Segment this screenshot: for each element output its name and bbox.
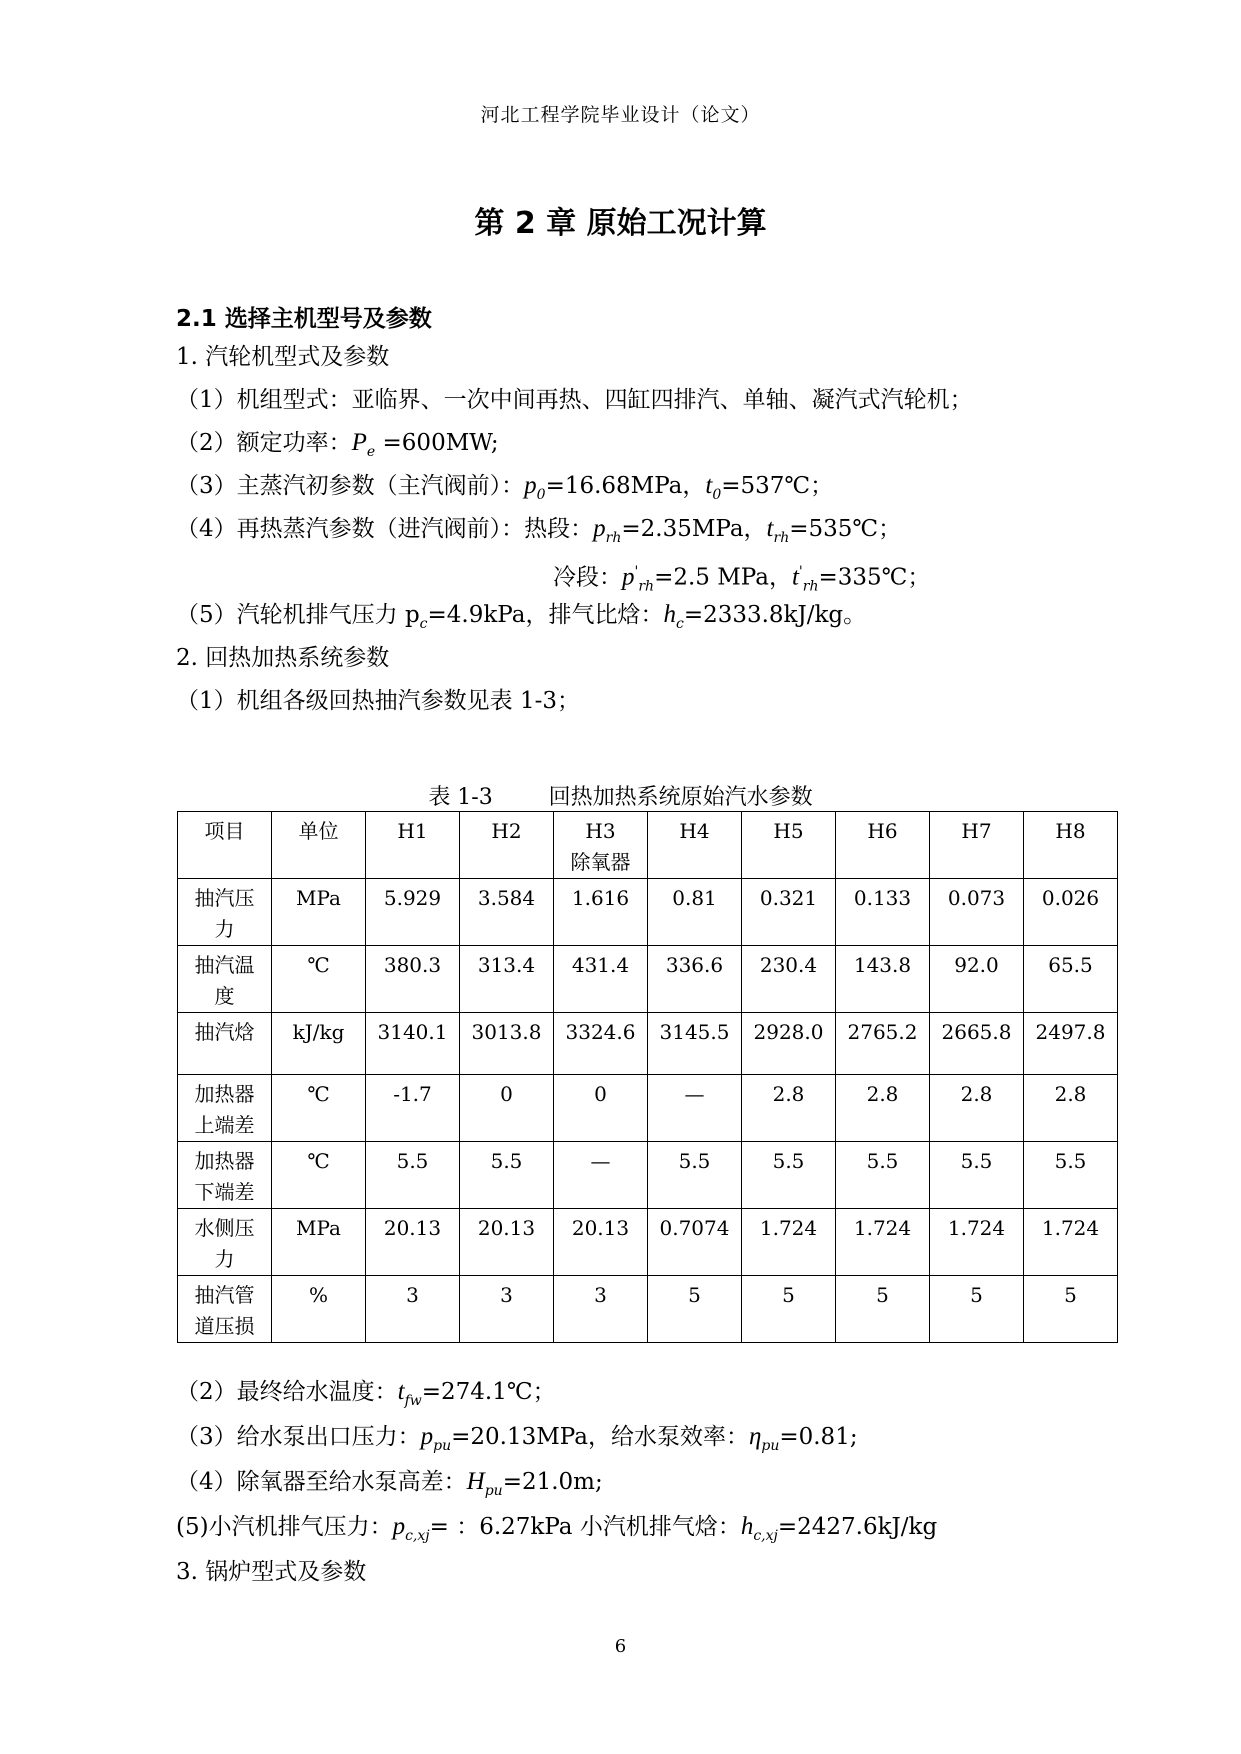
temperature-symbol: t	[705, 472, 713, 499]
table-row	[178, 1075, 1118, 1142]
value-cell: 3	[460, 1276, 554, 1343]
value-cell: 65.5	[1024, 946, 1118, 1013]
value-cell: 5	[742, 1276, 836, 1343]
row-label-cell	[178, 1276, 272, 1343]
parameters-table	[177, 811, 1118, 1343]
value-cell: 5.5	[836, 1142, 930, 1209]
row-unit-cell: MPa	[272, 1209, 366, 1276]
pressure-subscript: rh	[638, 578, 655, 595]
value-cell: —	[648, 1075, 742, 1142]
value-cell: 0.81	[648, 879, 742, 946]
row-label-line: 抽汽温	[194, 953, 255, 977]
value-cell: 2.8	[930, 1075, 1024, 1142]
row-label-cell	[178, 879, 272, 946]
table-row	[178, 879, 1118, 946]
value-cell: 20.13	[366, 1209, 460, 1276]
pressure-subscript: 0	[536, 487, 546, 503]
pressure-symbol: p	[593, 515, 606, 542]
page-number: 6	[614, 1636, 627, 1657]
turbine-item-1: （1）机组型式：亚临界、一次中间再热、四缸四排汽、单轴、凝汽式汽轮机；	[176, 387, 973, 413]
enthalpy-subscript: c,xj	[753, 1528, 778, 1544]
value-cell: 0.073	[930, 879, 1024, 946]
value-cell: 1.724	[1024, 1209, 1118, 1276]
item-text: （2）额定功率：	[176, 430, 352, 456]
height-subscript: pu	[484, 1483, 503, 1499]
row-label-line: 水侧压	[194, 1216, 255, 1240]
boiler-heading: 3. 锅炉型式及参数	[176, 1559, 367, 1585]
enthalpy-symbol: h	[663, 601, 676, 628]
item-text: （3）给水泵出口压力：	[176, 1424, 421, 1450]
row-label-line: 度	[214, 984, 235, 1008]
item-text: （5）汽轮机排气压力 p	[176, 602, 420, 628]
table-row	[178, 1142, 1118, 1209]
row-unit-cell: MPa	[272, 879, 366, 946]
temperature-value: =537℃；	[721, 473, 834, 499]
item-text: (5)小汽机排气压力：	[176, 1514, 393, 1540]
item-text: （3）主蒸汽初参数（主汽阀前）：	[176, 473, 525, 499]
value-cell: 3140.1	[366, 1013, 460, 1075]
value-cell: 2.8	[742, 1075, 836, 1142]
efficiency-value: =0.81;	[779, 1424, 858, 1450]
value-cell: -1.7	[366, 1075, 460, 1142]
value-cell: 0.321	[742, 879, 836, 946]
turbine-item-3	[176, 471, 833, 510]
value-cell: 3145.5	[648, 1013, 742, 1075]
power-symbol: P	[351, 429, 367, 456]
row-label-cell	[178, 1209, 272, 1276]
value-cell: 143.8	[836, 946, 930, 1013]
temperature-subscript: rh	[802, 578, 819, 595]
efficiency-symbol: η	[748, 1423, 762, 1450]
temperature-subscript: fw	[404, 1393, 422, 1409]
prime-mark: '	[798, 564, 803, 580]
header-col-label: H4	[679, 819, 710, 843]
value-cell: 5.5	[460, 1142, 554, 1209]
value-cell: 5.5	[648, 1142, 742, 1209]
header-unit-cell: 单位	[272, 812, 366, 879]
temperature-subscript: rh	[773, 530, 790, 546]
enthalpy-subscript: c	[675, 616, 684, 632]
enthalpy-value: =2333.8kJ/kg。	[683, 602, 867, 628]
value-cell: 1.724	[930, 1209, 1024, 1276]
item-text: （4）再热蒸汽参数（进汽阀前）：热段：	[176, 516, 594, 542]
header-col-label: H2	[491, 819, 522, 843]
pressure-value: =2.35MPa，	[621, 516, 767, 542]
item-text: 冷段：	[553, 564, 622, 591]
item-text: （4）除氧器至给水泵高差：	[176, 1469, 467, 1495]
row-unit-cell: kJ/kg	[272, 1013, 366, 1075]
chapter-title: 第 2 章 原始工况计算	[474, 206, 767, 241]
regen-item-3	[176, 1422, 858, 1461]
temperature-value: =335℃；	[818, 564, 931, 591]
pressure-subscript: rh	[605, 530, 622, 546]
row-label-line: 抽汽压	[194, 886, 255, 910]
value-cell: 2.8	[1024, 1075, 1118, 1142]
value-cell: 5	[836, 1276, 930, 1343]
value-cell: —	[554, 1142, 648, 1209]
row-label-line: 下端差	[194, 1180, 255, 1204]
header-col-label: H5	[773, 819, 804, 843]
value-cell: 431.4	[554, 946, 648, 1013]
value-cell: 336.6	[648, 946, 742, 1013]
regen-item-4	[176, 1467, 603, 1506]
height-symbol: H	[466, 1468, 485, 1495]
value-cell: 5.5	[930, 1142, 1024, 1209]
value-cell: 1.724	[836, 1209, 930, 1276]
value-cell: 0	[554, 1075, 648, 1142]
header-item-cell: 项目	[178, 812, 272, 879]
row-label-line: 上端差	[194, 1113, 255, 1137]
header-col-label: H3	[585, 819, 616, 843]
item-text: =20.13MPa，给水泵效率：	[451, 1424, 749, 1450]
value-cell: 2765.2	[836, 1013, 930, 1075]
row-label-line: 力	[214, 1247, 235, 1271]
page-header: 河北工程学院毕业设计（论文）	[480, 104, 761, 126]
row-label-cell	[178, 946, 272, 1013]
value-cell: 2665.8	[930, 1013, 1024, 1075]
turbine-item-2	[176, 428, 499, 467]
header-col-cell	[1024, 812, 1118, 879]
row-unit-cell: ℃	[272, 946, 366, 1013]
row-label-cell	[178, 1075, 272, 1142]
table-caption: 表 1-3 回热加热系统原始汽水参数	[428, 785, 813, 810]
value-cell: 5.5	[366, 1142, 460, 1209]
value-cell: 20.13	[460, 1209, 554, 1276]
temperature-value: =274.1℃；	[421, 1379, 556, 1405]
table-row	[178, 1209, 1118, 1276]
row-label-line: 抽汽焓	[194, 1020, 255, 1044]
turbine-item-4	[176, 514, 901, 553]
turbine-item-5	[176, 600, 866, 639]
enthalpy-value: =2427.6kJ/kg	[777, 1514, 938, 1540]
row-unit-cell: ℃	[272, 1142, 366, 1209]
value-cell: 3	[366, 1276, 460, 1343]
regen-item-1: （1）机组各级回热抽汽参数见表 1-3；	[176, 688, 580, 714]
item-text: = ：6.27kPa 小汽机排气焓：	[429, 1514, 741, 1540]
value-cell: 20.13	[554, 1209, 648, 1276]
turbine-heading: 1. 汽轮机型式及参数	[176, 344, 390, 370]
value-cell: 230.4	[742, 946, 836, 1013]
header-col-note: 除氧器	[570, 850, 631, 874]
table-header-row	[178, 812, 1118, 879]
value-cell: 0	[460, 1075, 554, 1142]
height-value: =21.0m;	[502, 1469, 603, 1495]
table-row	[178, 1276, 1118, 1343]
value-cell: 5	[1024, 1276, 1118, 1343]
value-cell: 3013.8	[460, 1013, 554, 1075]
value-cell: 5.929	[366, 879, 460, 946]
pressure-subscript: c	[419, 616, 428, 632]
power-value: =600MW;	[375, 430, 499, 456]
enthalpy-symbol: h	[740, 1513, 754, 1540]
pressure-symbol: p	[622, 563, 635, 591]
value-cell: 92.0	[930, 946, 1024, 1013]
header-col-cell	[554, 812, 648, 879]
header-col-cell	[742, 812, 836, 879]
header-col-label: H6	[867, 819, 898, 843]
row-label-line: 力	[214, 917, 235, 941]
value-cell: 3	[554, 1276, 648, 1343]
regen-item-2	[176, 1377, 556, 1416]
row-unit-cell: ℃	[272, 1075, 366, 1142]
value-cell: 1.724	[742, 1209, 836, 1276]
power-subscript: e	[366, 444, 376, 460]
temperature-value: =535℃；	[789, 516, 902, 542]
value-cell: 3.584	[460, 879, 554, 946]
row-label-line: 加热器	[194, 1082, 255, 1106]
pressure-value: =16.68MPa，	[545, 473, 706, 499]
row-label-cell	[178, 1013, 272, 1075]
pressure-subscript: c,xj	[405, 1528, 430, 1544]
pressure-symbol: p	[524, 472, 537, 499]
item-text: =4.9kPa，排气比焓：	[427, 602, 664, 628]
row-unit-cell: %	[272, 1276, 366, 1343]
header-col-cell	[836, 812, 930, 879]
row-label-cell	[178, 1142, 272, 1209]
section-title: 2.1 选择主机型号及参数	[176, 306, 432, 332]
value-cell: 5	[648, 1276, 742, 1343]
temperature-subscript: 0	[712, 487, 722, 503]
value-cell: 2928.0	[742, 1013, 836, 1075]
pressure-symbol: p	[392, 1513, 406, 1540]
value-cell: 2497.8	[1024, 1013, 1118, 1075]
value-cell: 2.8	[836, 1075, 930, 1142]
row-label-line: 抽汽管	[194, 1283, 255, 1307]
value-cell: 5	[930, 1276, 1024, 1343]
value-cell: 0.7074	[648, 1209, 742, 1276]
temperature-symbol: t	[766, 515, 774, 542]
value-cell: 3324.6	[554, 1013, 648, 1075]
header-col-cell	[460, 812, 554, 879]
value-cell: 380.3	[366, 946, 460, 1013]
value-cell: 313.4	[460, 946, 554, 1013]
value-cell: 0.133	[836, 879, 930, 946]
header-col-cell	[930, 812, 1024, 879]
pressure-subscript: pu	[433, 1438, 452, 1454]
header-col-cell	[366, 812, 460, 879]
header-col-cell	[648, 812, 742, 879]
value-cell: 1.616	[554, 879, 648, 946]
item-text: （2）最终给水温度：	[176, 1379, 398, 1405]
turbine-item-4-cold	[553, 557, 930, 602]
header-col-label: H1	[397, 819, 428, 843]
value-cell: 5.5	[742, 1142, 836, 1209]
table-row	[178, 946, 1118, 1013]
regen-item-5	[176, 1512, 937, 1551]
table-row	[178, 1013, 1118, 1075]
regen-heading: 2. 回热加热系统参数	[176, 645, 390, 671]
header-col-label: H7	[961, 819, 992, 843]
header-col-label: H8	[1055, 819, 1086, 843]
temperature-symbol: t	[791, 563, 799, 591]
efficiency-subscript: pu	[761, 1438, 780, 1454]
temperature-symbol: t	[397, 1378, 405, 1405]
pressure-value: =2.5 MPa，	[654, 564, 792, 591]
value-cell: 5.5	[1024, 1142, 1118, 1209]
prime-mark: '	[634, 564, 639, 580]
row-label-line: 加热器	[194, 1149, 255, 1173]
row-label-line: 道压损	[194, 1314, 255, 1338]
pressure-symbol: p	[420, 1423, 434, 1450]
value-cell: 0.026	[1024, 879, 1118, 946]
